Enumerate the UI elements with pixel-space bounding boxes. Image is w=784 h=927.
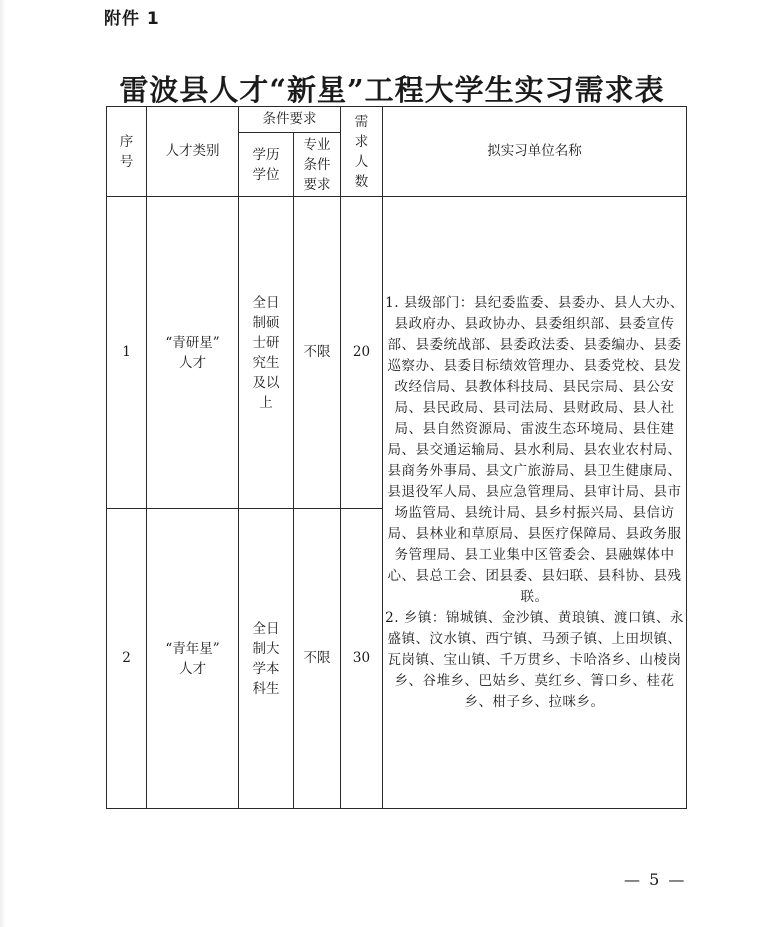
units-cell <box>383 197 687 809</box>
row-index: 1 <box>107 197 147 509</box>
header-demand-line: 数 <box>354 173 369 190</box>
row-education <box>239 509 294 809</box>
row-education-line: 全日 <box>252 294 280 311</box>
row-count: 20 <box>341 197 383 509</box>
header-index-line: 号 <box>119 153 134 170</box>
attachment-label: 附件 1 <box>104 9 160 29</box>
row-category-line: 人才 <box>179 354 206 371</box>
row-education-line: 上 <box>259 394 273 411</box>
row-education <box>239 197 294 509</box>
row-count: 30 <box>341 509 383 809</box>
row-category-line: “青研星” <box>165 334 220 351</box>
header-index <box>107 107 147 197</box>
header-demand <box>341 107 383 197</box>
header-education-line: 学位 <box>252 166 280 183</box>
row-education-line: 科生 <box>252 680 280 697</box>
row-major: 不限 <box>294 197 341 509</box>
row-education-line: 制硕 <box>252 314 280 331</box>
header-education <box>239 133 294 197</box>
units-text: 1. 县级部门：县纪委监委、县委办、县人大办、县政府办、县政协办、县委组织部、县委宣传部、县委统战部、县委政法委、县委编办、县委巡察办、县委目标绩效管理办、县委党校、县发改经信局、县教体科技局、县民宗局、县公安局、县民政局、县司法局、县财政局、县人社局、县自然资源局、雷波生态环境局、县住建局、县交通运输局、县水利局、县农业农村局、县商务外事局、县文广旅游局、县卫生健康局、县退役军人局、县应急管理局、县审计局、县市场监管局、县统计局、县乡村振兴局、县信访局、县林业和草原局、县医疗保障局、县政务服务管理局、县工业集中区管委会、县融媒体中心、县总工会、团县委、县妇联、县科协、县残联。 2. 乡镇：锦城镇、金沙镇、黄琅镇、渡口镇、永盛镇、汶水镇、西宁镇、马颈子镇、上田坝镇、瓦岗镇、宝山镇、千万贯乡、卡哈洛乡、山棱岗乡、谷堆乡、巴姑乡、莫红乡、箐口乡、桂花乡、柑子乡、拉咪乡。 <box>385 294 684 710</box>
header-major-line: 条件 <box>303 156 331 173</box>
header-index-line: 序 <box>119 133 134 150</box>
header-education-line: 学历 <box>252 146 280 163</box>
demand-table <box>106 106 687 809</box>
header-conditions: 条件要求 <box>239 107 341 133</box>
page-number: — 5 — <box>624 870 687 889</box>
page-title: 雷波县人才“新星”工程大学生实习需求表 <box>119 73 665 107</box>
row-education-line: 士研 <box>252 334 280 351</box>
scan-edge-shadow <box>0 0 6 927</box>
table-row <box>107 197 687 509</box>
header-units: 拟实习单位名称 <box>383 107 687 197</box>
row-category <box>147 197 239 509</box>
header-demand-line: 人 <box>354 153 369 170</box>
row-category-line: 人才 <box>179 660 206 677</box>
row-category <box>147 509 239 809</box>
row-index: 2 <box>107 509 147 809</box>
header-demand-line: 需 <box>354 113 369 130</box>
header-category: 人才类别 <box>147 107 239 197</box>
row-education-line: 全日 <box>252 620 280 637</box>
header-major-line: 要求 <box>303 176 331 193</box>
header-major <box>294 133 341 197</box>
row-education-line: 究生 <box>252 354 280 371</box>
header-major-line: 专业 <box>303 136 331 153</box>
row-education-line: 制大 <box>252 640 280 657</box>
row-category-line: “青年星” <box>165 640 220 657</box>
header-demand-line: 求 <box>354 133 369 150</box>
row-major: 不限 <box>294 509 341 809</box>
row-education-line: 及以 <box>252 374 280 391</box>
row-education-line: 学本 <box>252 660 280 677</box>
